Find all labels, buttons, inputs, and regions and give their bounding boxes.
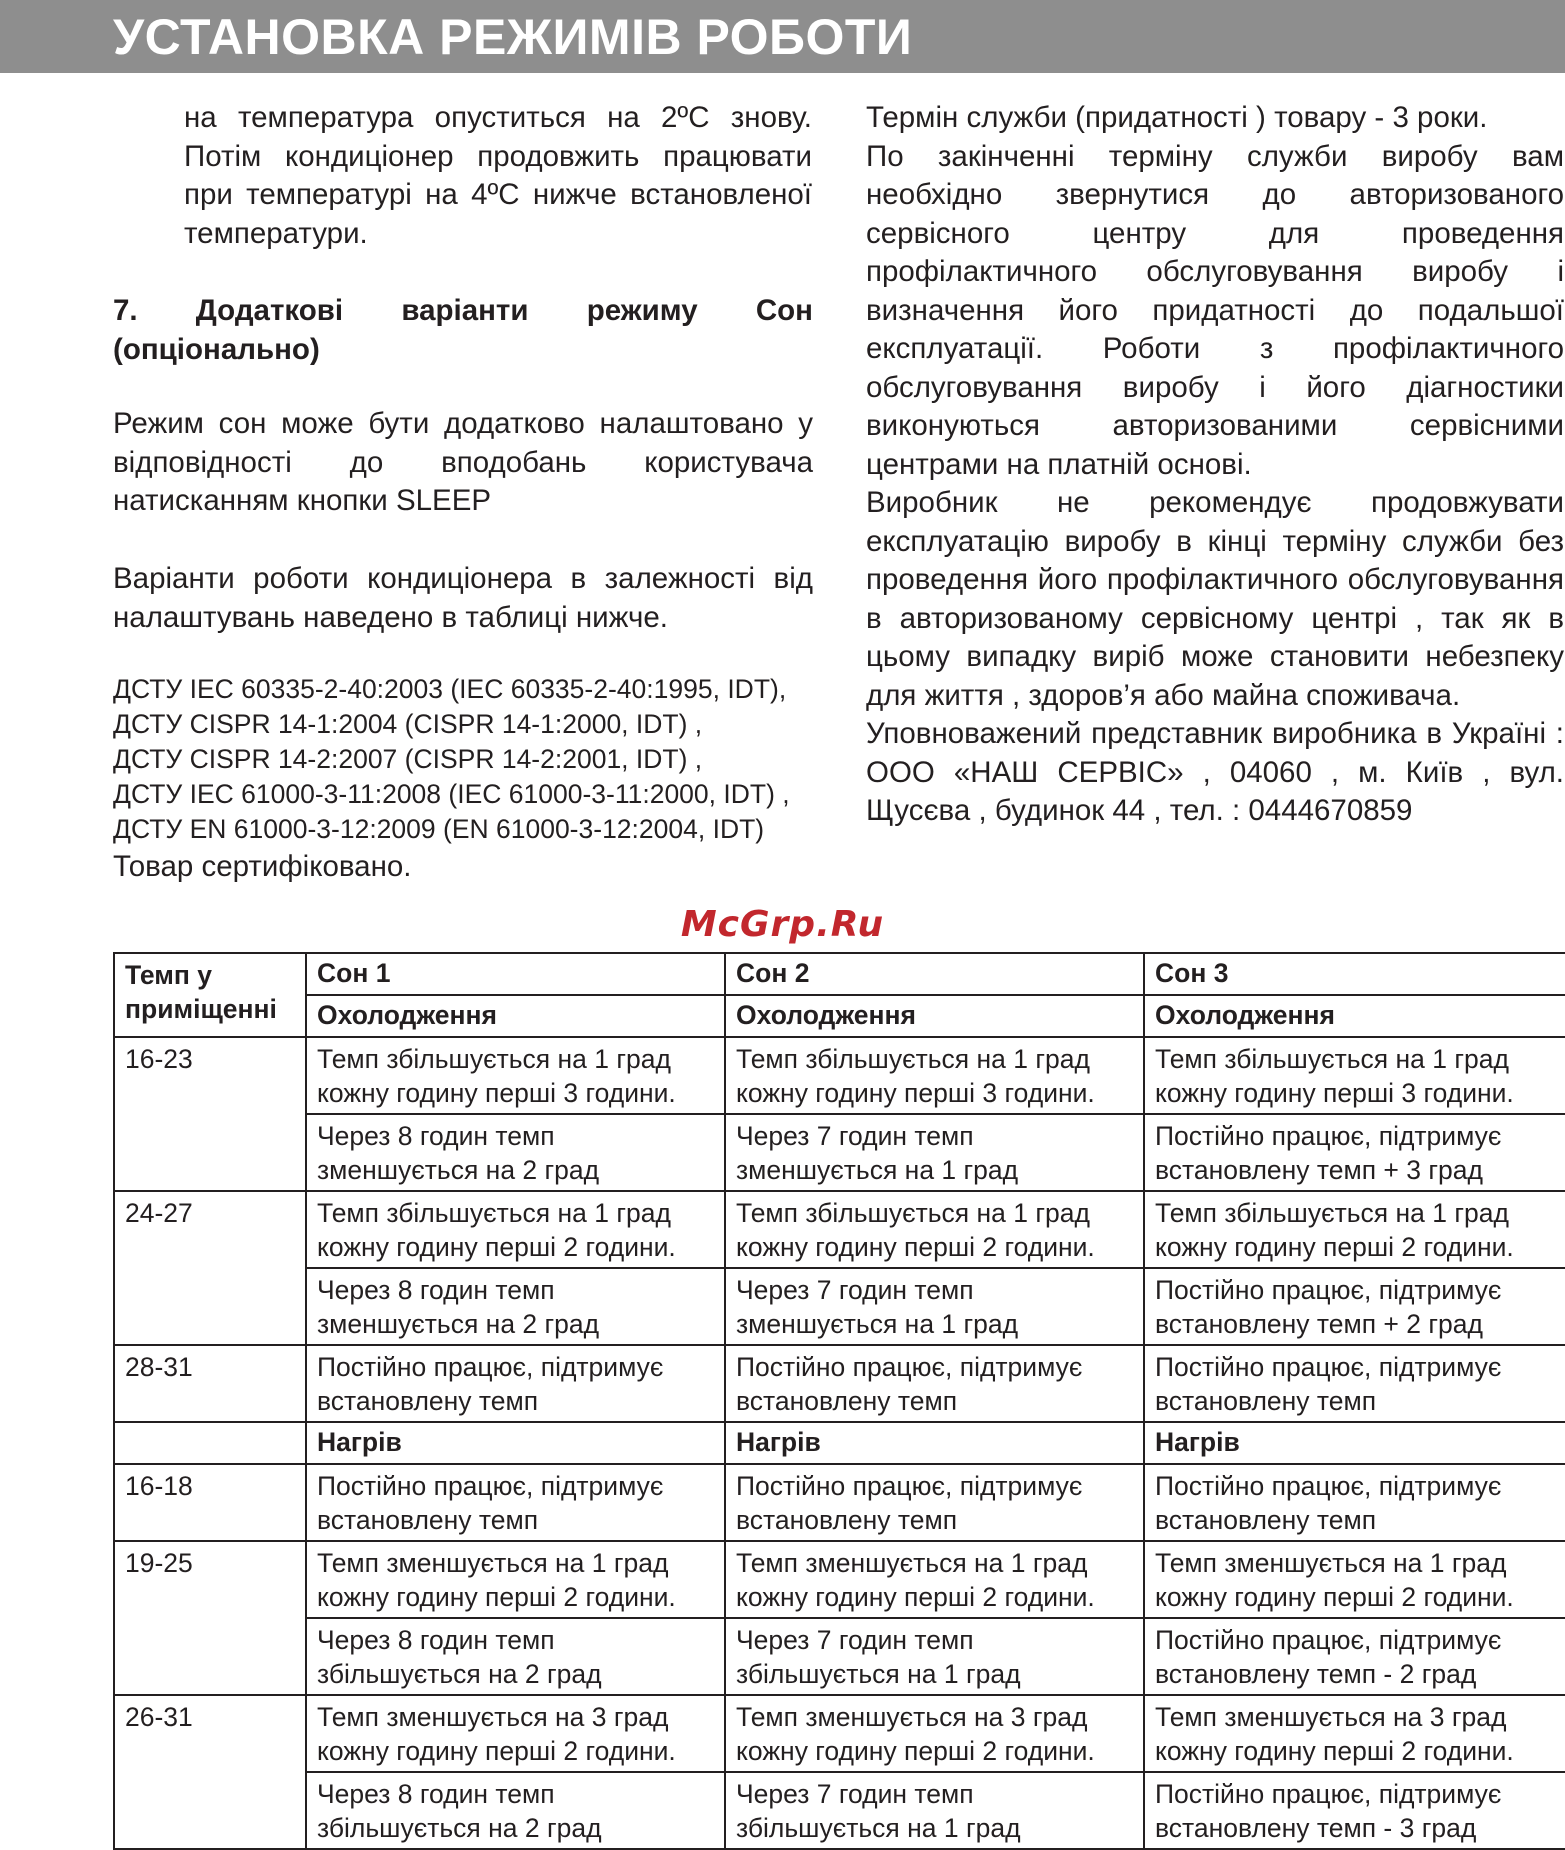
table-cell: Темп збільшується на 1 град кожну годину перші 2 години. xyxy=(306,1191,725,1268)
table-cell: Через 7 годин темп зменшується на 1 град xyxy=(725,1114,1144,1191)
table-cell: Темп зменшується на 3 град кожну годину перші 2 години. xyxy=(306,1695,725,1772)
header-sleep-2: Сон 2 xyxy=(725,953,1144,995)
table-cell: Темп зменшується на 1 град кожну годину перші 2 години. xyxy=(306,1541,725,1618)
table-cell: Через 8 годин темп збільшується на 2 град xyxy=(306,1772,725,1849)
standard-item: ДСТУ EN 61000-3-12:2009 (EN 61000-3-12:2004, IDT) xyxy=(113,814,765,844)
cooling-label: Охолодження xyxy=(725,995,1144,1037)
sleep-modes-table xyxy=(113,952,1565,1850)
table-row xyxy=(114,1037,1565,1114)
table-cell: Темп збільшується на 1 град кожну годину перші 3 години. xyxy=(306,1037,725,1114)
temp-range-cell: 24-27 xyxy=(114,1191,306,1345)
empty-cell xyxy=(114,1422,306,1464)
watermark: McGrp.Ru xyxy=(680,904,885,945)
table-row xyxy=(114,1464,1565,1541)
table-row xyxy=(114,1695,1565,1772)
table-cell: Постійно працює, підтримує встановлену темп + 2 град xyxy=(1144,1268,1565,1345)
table-cell: Темп зменшується на 1 град кожну годину перші 2 години. xyxy=(725,1541,1144,1618)
header-sleep-3: Сон 3 xyxy=(1144,953,1565,995)
continuation-paragraph: на температура опуститься на 2ºC знову. Потім кондиціонер продовжить працювати при температурі на 4ºC нижче встановленої температури. xyxy=(184,101,812,250)
table-cell: Постійно працює, підтримує встановлену темп + 3 град xyxy=(1144,1114,1565,1191)
table-cell: Через 8 годин темп зменшується на 2 град xyxy=(306,1268,725,1345)
table-cell: Темп збільшується на 1 град кожну годину перші 2 години. xyxy=(725,1191,1144,1268)
page-title: УСТАНОВКА РЕЖИМІВ РОБОТИ xyxy=(113,9,913,65)
table-cell: Постійно працює, підтримує встановлену темп xyxy=(306,1345,725,1422)
temp-range-cell: 26-31 xyxy=(114,1695,306,1849)
header-sleep-1: Сон 1 xyxy=(306,953,725,995)
standard-item: ДСТУ IEC 61000-3-11:2008 (IEC 61000-3-11:2000, IDT) , xyxy=(113,779,790,809)
table-cell: Постійно працює, підтримує встановлену темп xyxy=(725,1345,1144,1422)
table-cell: Постійно працює, підтримує встановлену темп xyxy=(306,1464,725,1541)
sleep-mode-paragraph: Режим сон може бути додатково налаштовано у відповідності до вподобань користувача натисканням кнопки SLEEP xyxy=(113,407,813,517)
temp-range-cell: 16-18 xyxy=(114,1464,306,1541)
cooling-label: Охолодження xyxy=(306,995,725,1037)
heating-label: Нагрів xyxy=(1144,1422,1565,1464)
table-cell: Через 8 годин темп збільшується на 2 град xyxy=(306,1618,725,1695)
table-cell: Через 7 годин темп зменшується на 1 град xyxy=(725,1268,1144,1345)
section-heading: 7. Додаткові варіанти режиму Сон (опціонально) xyxy=(113,294,813,366)
table-row xyxy=(114,1268,1565,1345)
temp-range-cell: 16-23 xyxy=(114,1037,306,1191)
table-cell: Через 8 годин темп зменшується на 2 град xyxy=(306,1114,725,1191)
table-cell: Темп збільшується на 1 град кожну годину перші 2 години. xyxy=(1144,1191,1565,1268)
table-cell: Темп зменшується на 1 град кожну годину перші 2 години. xyxy=(1144,1541,1565,1618)
table-cell: Через 7 годин темп збільшується на 1 град xyxy=(725,1618,1144,1695)
service-life-text: Термін служби (придатності ) товару - 3 роки. xyxy=(866,101,1488,134)
page-header-bar xyxy=(0,0,1565,73)
certified-note: Товар сертифіковано. xyxy=(113,850,412,883)
heating-label: Нагрів xyxy=(306,1422,725,1464)
cooling-label-row xyxy=(114,995,1565,1037)
manufacturer-warning-paragraph: Виробник не рекомендує продовжувати експлуатацію виробу в кінці терміну служби без проведення його профілактичного обслуговування в авторизованому сервісному центрі , так як в цьому випадку виріб може становити небезпеку для життя , здоров’я або майна споживача. xyxy=(866,486,1564,712)
table-cell: Темп збільшується на 1 град кожну годину перші 3 години. xyxy=(1144,1037,1565,1114)
table-cell: Через 7 годин темп збільшується на 1 град xyxy=(725,1772,1144,1849)
service-paragraph: По закінченні терміну служби виробу вам необхідно звернутися до авторизованого сервісного центру для проведення профілактичного обслуговування виробу і визначення його придатності до подальшої експлуатації. Роботи з профілактичного обслуговування виробу і його діагностики виконуються авторизованими сервісними центрами на платній основі. xyxy=(866,139,1564,481)
table-row xyxy=(114,1618,1565,1695)
temp-range-cell: 19-25 xyxy=(114,1541,306,1695)
table-cell: Постійно працює, підтримує встановлену темп xyxy=(1144,1464,1565,1541)
cooling-label: Охолодження xyxy=(1144,995,1565,1037)
table-row xyxy=(114,1541,1565,1618)
heating-label: Нагрів xyxy=(725,1422,1144,1464)
table-row xyxy=(114,1345,1565,1422)
table-cell: Постійно працює, підтримує встановлену темп - 2 град xyxy=(1144,1618,1565,1695)
table-row xyxy=(114,1191,1565,1268)
header-room-temp: Темп у приміщенні xyxy=(114,953,306,1037)
table-cell: Постійно працює, підтримує встановлену темп xyxy=(725,1464,1144,1541)
standard-item: ДСТУ CISPR 14-1:2004 (CISPR 14-1:2000, IDT) , xyxy=(113,709,703,739)
table-cell: Постійно працює, підтримує встановлену темп xyxy=(1144,1345,1565,1422)
heating-label-row xyxy=(114,1422,1565,1464)
standard-item: ДСТУ CISPR 14-2:2007 (CISPR 14-2:2001, IDT) , xyxy=(113,744,703,774)
table-cell: Темп зменшується на 3 град кожну годину перші 2 години. xyxy=(1144,1695,1565,1772)
standard-item: ДСТУ IEC 60335-2-40:2003 (IEC 60335-2-40:1995, IDT), xyxy=(113,674,787,704)
standards-list xyxy=(113,672,833,847)
right-column xyxy=(866,99,1564,831)
table-header-row xyxy=(114,953,1565,995)
representative-paragraph: Уповноважений представник виробника в Україні : ООО «НАШ СЕРВІС» , 04060 , м. Київ , вул. Щусєва , будинок 44 , тел. : 0444670859 xyxy=(866,717,1564,827)
table-cell: Темп зменшується на 3 град кожну годину перші 2 години. xyxy=(725,1695,1144,1772)
table-cell: Темп збільшується на 1 град кожну годину перші 3 години. xyxy=(725,1037,1144,1114)
table-row xyxy=(114,1114,1565,1191)
table-cell: Постійно працює, підтримує встановлену темп - 3 град xyxy=(1144,1772,1565,1849)
table-row xyxy=(114,1772,1565,1849)
table-intro-paragraph: Варіанти роботи кондиціонера в залежності від налаштувань наведено в таблиці нижче. xyxy=(113,562,813,634)
temp-range-cell: 28-31 xyxy=(114,1345,306,1422)
